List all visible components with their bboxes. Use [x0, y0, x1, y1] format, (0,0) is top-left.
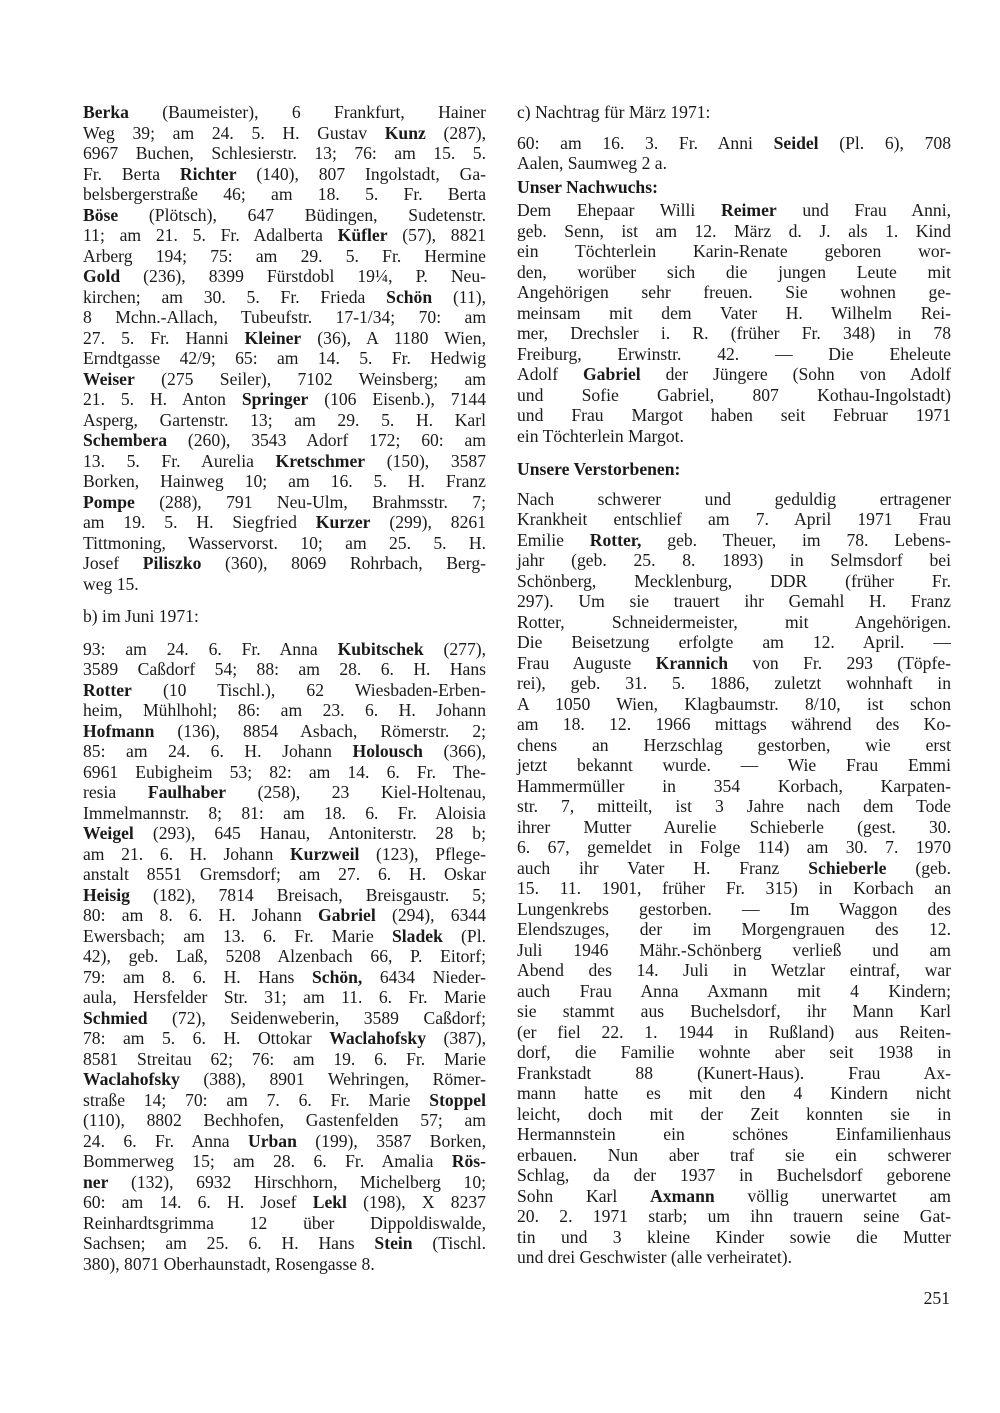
text-segment: (Plötsch), 647 Büdingen, Sudetenstr.: [118, 204, 486, 225]
text-line: [83, 639, 486, 660]
text-segment: 6434 Nieder-: [362, 966, 486, 987]
text-segment: (10 Tischl.), 62 Wiesbaden-Erben-: [131, 679, 486, 700]
text-segment: Die Beisetzung erfolgte am 12. April. —: [517, 632, 951, 652]
text-segment: Tittmoning, Wasservorst. 10; am 25. 5. H.: [83, 532, 486, 553]
text-segment: weg 15.: [83, 573, 139, 594]
text-line: [83, 1028, 486, 1049]
text-line: [517, 323, 951, 344]
text-segment: Juli 1946 Mähr.-Schönberg verließ und am: [517, 939, 951, 960]
page-number: 251: [923, 1288, 950, 1308]
text-line: [83, 512, 486, 533]
text-segment: und drei Geschwister (alle verheiratet).: [517, 1247, 793, 1267]
text-segment: 6. 67, gemeldet in Folge 114) am 30. 7. 1970: [517, 837, 951, 857]
text-line: [83, 885, 486, 906]
text-line: [83, 1069, 486, 1090]
text-line: [517, 571, 951, 592]
text-segment: der Jüngere (Sohn von Adolf: [640, 364, 951, 384]
bold-surname: Waclahofsky: [329, 1028, 426, 1048]
text-line: [517, 344, 951, 365]
text-line: [83, 246, 486, 267]
text-line: [517, 960, 951, 981]
section-heading-march-addendum: c) Nachtrag für März 1971:: [517, 102, 711, 122]
text-segment: leicht, doch mit der Zeit konnten sie in: [517, 1103, 951, 1124]
text-segment: (36), A 1180 Wien,: [301, 327, 486, 348]
text-segment: geb. Senn, ist am 12. März d. J. als 1. Kind: [517, 220, 951, 241]
text-line: [517, 200, 951, 221]
bold-surname: Seidel: [773, 132, 819, 153]
june-birthdays-paragraph: [83, 639, 486, 1275]
text-segment: mann hatte es mit den 4 Kindern nicht: [517, 1083, 951, 1103]
text-line: [83, 533, 486, 554]
text-line: [83, 1008, 486, 1029]
bold-surname: Rotter: [83, 679, 132, 700]
text-line: [83, 1131, 486, 1152]
text-line: [83, 864, 486, 885]
march-addendum-paragraph: [517, 133, 951, 174]
text-segment: 8581 Streitau 62; 76: am 19. 6. Fr. Marie: [83, 1048, 486, 1069]
text-segment: (106 Eisenb.), 7144: [308, 389, 486, 409]
text-segment: (275 Seiler), 7102 Weinsberg; am: [134, 368, 486, 389]
text-line: [83, 307, 486, 328]
bold-surname: Faulhaber: [147, 782, 227, 802]
text-line: [517, 1104, 951, 1125]
section-heading-deaths: Unsere Verstorbenen:: [517, 459, 681, 479]
text-segment: Immelmannstr. 8; 81: am 18. 6. Fr. Aloisia: [83, 802, 486, 823]
text-segment: am 21. 6. H. Johann: [83, 843, 290, 864]
text-line: [517, 1063, 951, 1084]
text-segment: Borken, Hainweg 10; am 16. 5. H. Franz: [83, 471, 486, 491]
deaths-paragraph: [517, 489, 951, 1268]
text-line: [517, 694, 951, 715]
right-column: [517, 102, 951, 1268]
text-segment: (288), 791 Neu-Ulm, Brahmsstr. 7;: [134, 491, 486, 512]
text-line: [83, 782, 486, 803]
bold-surname: Kurzer: [315, 512, 371, 532]
text-line: [83, 492, 486, 513]
text-segment: Ewersbach; am 13. 6. Fr. Marie: [83, 925, 392, 946]
text-line: [517, 385, 951, 406]
text-segment: chens an Herzschlag gestorben, wie erst: [517, 734, 951, 755]
text-segment: von Fr. 293 (Töpfe-: [727, 652, 951, 673]
text-segment: Dem Ehepaar Willi: [517, 200, 722, 220]
text-line: [517, 133, 951, 154]
text-line: [517, 878, 951, 899]
bold-surname: Krannich: [655, 652, 728, 673]
bold-surname: Kleiner: [244, 327, 302, 348]
text-line: [83, 1254, 486, 1275]
text-line: [517, 837, 951, 858]
text-segment: (Pl. 6), 708: [818, 132, 952, 153]
text-segment: (57), 8821: [387, 225, 486, 245]
bold-surname: Kunz: [384, 122, 426, 143]
text-line: [83, 348, 486, 369]
bold-surname: Küfler: [337, 225, 388, 245]
text-segment: auch ihr Vater H. Franz: [517, 857, 809, 878]
text-line: [83, 803, 486, 824]
text-line: [83, 164, 486, 185]
text-segment: belsbergerstraße 46; am 18. 5. Fr. Berta: [83, 184, 486, 204]
text-line: [83, 741, 486, 762]
text-segment: (236), 8399 Fürstdobl 19¼, P. Neu-: [120, 266, 486, 286]
text-line: [517, 1227, 951, 1248]
text-line: [83, 430, 486, 451]
text-segment: 8 Mchn.-Allach, Tubeufstr. 17-1/34; 70: am: [83, 307, 486, 327]
text-segment: jahr (geb. 25. 8. 1893) in Selmsdorf bei: [517, 550, 951, 570]
text-segment: Josef: [83, 553, 143, 573]
text-line: [83, 369, 486, 390]
bold-surname: Stein: [374, 1233, 413, 1253]
text-segment: Hermannstein ein schönes Einfamilienhaus: [517, 1124, 951, 1144]
text-segment: (geb.: [886, 857, 952, 878]
text-line: [83, 1233, 486, 1254]
text-line: [83, 946, 486, 967]
text-segment: 80: am 8. 6. H. Johann: [83, 905, 319, 925]
text-segment: rei), geb. 31. 5. 1886, zuletzt wohnhaft in: [517, 673, 951, 693]
text-segment: ihrer Mutter Aurelie Schieberle (gest. 30.: [517, 816, 951, 837]
text-segment: Krankheit entschlief am 7. April 1971 Frau: [517, 509, 951, 529]
text-segment: (258), 23 Kiel-Holtenau,: [226, 782, 486, 802]
text-segment: (140), 807 Ingolstadt, Ga-: [236, 163, 486, 184]
text-line: [83, 1110, 486, 1131]
text-segment: 21. 5. H. Anton: [83, 389, 242, 409]
text-line: [517, 1145, 951, 1166]
text-segment: meinsam mit dem Vater H. Wilhelm Rei-: [517, 302, 951, 323]
bold-surname: Richter: [179, 163, 237, 184]
text-line: [83, 205, 486, 226]
text-segment: kirchen; am 30. 5. Fr. Frieda: [83, 286, 387, 307]
text-line: [517, 1001, 951, 1022]
bold-surname: Rös-: [451, 1151, 486, 1171]
text-line: [83, 1172, 486, 1193]
bold-surname: Rotter,: [589, 529, 642, 550]
text-line: [83, 967, 486, 988]
text-segment: Freiburg, Erwinstr. 42. — Die Eheleute: [517, 343, 951, 364]
text-line: [83, 762, 486, 783]
text-segment: resia: [83, 782, 148, 802]
text-line: [83, 102, 486, 123]
text-segment: Angehörigen sehr freuen. Sie wohnen ge-: [517, 282, 951, 302]
bold-surname: Gabriel: [582, 364, 641, 384]
text-line: [517, 241, 951, 262]
text-segment: Frankstadt 88 (Kunert-Haus). Frau Ax-: [517, 1062, 951, 1083]
section-heading-june: b) im Juni 1971:: [83, 606, 199, 626]
text-line: [517, 755, 951, 776]
text-segment: 20. 2. 1971 starb; um ihn trauern seine Gat-: [517, 1206, 951, 1226]
text-line: [517, 940, 951, 961]
text-line: [83, 659, 486, 680]
text-segment: Arberg 194; 75: am 29. 5. Fr. Hermine: [83, 245, 486, 266]
text-line: [83, 1151, 486, 1172]
bold-surname: Gabriel: [318, 905, 376, 925]
text-line: [83, 987, 486, 1008]
text-line: [517, 673, 951, 694]
text-segment: (72), Seidenweberin, 3589 Caßdorf;: [147, 1007, 486, 1028]
text-line: [83, 553, 486, 574]
births-paragraph: [517, 200, 951, 446]
text-segment: auch Frau Anna Axmann mit 4 Kindern;: [517, 980, 951, 1001]
text-line: [83, 123, 486, 144]
text-line: [83, 574, 486, 595]
bold-surname: ner: [83, 1171, 109, 1192]
text-line: [517, 1124, 951, 1145]
bold-surname: Kurzweil: [289, 843, 360, 864]
text-line: [517, 364, 951, 385]
bold-surname: Piliszko: [142, 553, 202, 573]
text-line: [83, 471, 486, 492]
text-line: [517, 1186, 951, 1207]
text-line: [517, 153, 951, 174]
bold-surname: Schön,: [311, 966, 363, 987]
text-segment: (11),: [432, 286, 486, 307]
text-line: [83, 389, 486, 410]
text-line: [83, 721, 486, 742]
text-line: [517, 612, 951, 633]
text-line: [83, 905, 486, 926]
text-segment: mer, Drechsler i. R. (früher Fr. 348) in 78: [517, 323, 951, 343]
text-line: [517, 858, 951, 879]
text-segment: (198), X 8237: [346, 1192, 486, 1212]
text-line: [83, 844, 486, 865]
text-line: [517, 714, 951, 735]
text-segment: 60: am 16. 3. Fr. Anni: [517, 132, 774, 153]
text-segment: 380), 8071 Oberhaunstadt, Rosengasse 8.: [83, 1253, 375, 1274]
text-line: [83, 700, 486, 721]
text-segment: Abend des 14. Juli in Wetzlar eintraf, war: [517, 960, 951, 980]
bold-surname: Waclahofsky: [83, 1069, 180, 1089]
bold-surname: Holousch: [352, 741, 423, 761]
text-segment: Sohn Karl: [517, 1185, 651, 1206]
text-segment: (123), Pflege-: [359, 843, 487, 864]
text-segment: (293), 645 Hanau, Antoniterstr. 28 b;: [133, 823, 486, 843]
text-segment: (182), 7814 Breisach, Breisgaustr. 5;: [129, 884, 486, 905]
text-segment: Erndtgasse 42/9; 65: am 14. 5. Fr. Hedwig: [83, 348, 486, 368]
text-segment: Rotter, Schneidermeister, mit Angehörigen.: [517, 611, 951, 632]
text-segment: (136), 8854 Asbach, Römerstr. 2;: [154, 720, 486, 741]
text-segment: den, worüber sich die jungen Leute mit: [517, 261, 951, 282]
text-segment: str. 7, mitteilt, ist 3 Jahre nach dem Tode: [517, 796, 951, 816]
text-segment: (150), 3587: [365, 450, 487, 471]
text-segment: 85: am 24. 6. H. Johann: [83, 741, 353, 761]
bold-surname: Stoppel: [429, 1089, 486, 1110]
text-segment: (287),: [425, 122, 487, 143]
bold-surname: Axmann: [650, 1185, 715, 1206]
text-segment: 15. 11. 1901, früher Fr. 315) in Korbach an: [517, 878, 951, 898]
bold-surname: Reimer: [721, 200, 777, 220]
text-segment: aula, Hersfelder Str. 31; am 11. 6. Fr. Marie: [83, 987, 486, 1007]
text-segment: 93: am 24. 6. Fr. Anna: [83, 638, 338, 659]
bold-surname: Pompe: [83, 491, 135, 512]
text-segment: Weg 39; am 24. 5. H. Gustav: [83, 122, 385, 143]
text-segment: 42), geb. Laß, 5208 Alzenbach 66, P. Eitorf;: [83, 946, 486, 966]
text-line: [83, 1192, 486, 1213]
text-segment: erbauen. Nun aber traf sie ein schwerer: [517, 1144, 951, 1165]
text-segment: 297). Um sie trauert ihr Gemahl H. Franz: [517, 591, 951, 611]
text-segment: 24. 6. Fr. Anna: [83, 1130, 248, 1151]
bold-surname: Schembera: [83, 430, 168, 450]
bold-surname: Hofmann: [83, 720, 155, 741]
bold-surname: Weigel: [83, 823, 134, 843]
text-line: [517, 1022, 951, 1043]
text-line: [83, 926, 486, 947]
text-segment: (360), 8069 Rohrbach, Berg-: [201, 553, 486, 573]
left-column: [83, 102, 486, 1274]
text-segment: (132), 6932 Hirschhorn, Michelberg 10;: [108, 1171, 486, 1192]
text-segment: (Baumeister), 6 Frankfurt, Hainer: [128, 102, 486, 122]
text-line: [517, 919, 951, 940]
text-segment: Asperg, Gartenstr. 13; am 29. 5. H. Karl: [83, 409, 486, 430]
text-segment: dorf, die Familie wohnte aber seit 1938 in: [517, 1042, 951, 1062]
text-segment: jetzt bekannt wurde. — Wie Frau Emmi: [517, 755, 951, 775]
text-line: [517, 1042, 951, 1063]
bold-surname: Böse: [83, 204, 119, 225]
bold-surname: Heisig: [83, 884, 130, 905]
text-segment: Frau Auguste: [517, 652, 656, 673]
text-segment: 13. 5. Fr. Aurelia: [83, 450, 276, 471]
text-segment: (110), 8802 Bechhofen, Gastenfelden 57; am: [83, 1110, 486, 1130]
text-segment: ein Töchterlein Margot.: [517, 425, 684, 446]
text-segment: am 18. 12. 1966 mittags während des Ko-: [517, 714, 951, 734]
text-line: [517, 1165, 951, 1186]
text-segment: (387),: [426, 1028, 487, 1048]
text-segment: A 1050 Wien, Klagbaumstr. 8/10, ist schon: [517, 693, 951, 714]
text-segment: Adolf: [517, 364, 583, 384]
text-segment: 27. 5. Fr. Hanni: [83, 327, 245, 348]
bold-surname: Sladek: [392, 925, 443, 946]
text-line: [83, 266, 486, 287]
text-segment: geb. Theuer, im 78. Lebens-: [641, 529, 951, 550]
text-line: [83, 1049, 486, 1070]
text-segment: 78: am 5. 6. H. Ottokar: [83, 1028, 330, 1048]
text-segment: (299), 8261: [370, 512, 486, 532]
text-segment: (Tischl.: [412, 1233, 486, 1253]
text-line: [83, 680, 486, 701]
text-line: [83, 287, 486, 308]
text-line: [83, 225, 486, 246]
text-line: [517, 632, 951, 653]
text-segment: 79: am 8. 6. H. Hans: [83, 966, 312, 987]
text-segment: und Sofie Gabriel, 807 Kothau-Ingolstadt): [517, 384, 951, 405]
bold-surname: Kretschmer: [275, 450, 366, 471]
text-segment: Reinhardtsgrimma 12 über Dippoldiswalde,: [83, 1212, 486, 1233]
text-segment: 6967 Buchen, Schlesierstr. 13; 76: am 15. 5.: [83, 143, 486, 163]
text-segment: Lungenkrebs gestorben. — Im Waggon des: [517, 898, 951, 919]
text-segment: (277),: [423, 638, 486, 659]
text-segment: und Frau Anni,: [776, 200, 951, 220]
text-segment: tin und 3 kleine Kinder sowie die Mutter: [517, 1226, 951, 1247]
text-line: [517, 303, 951, 324]
text-line: [517, 591, 951, 612]
text-line: [517, 899, 951, 920]
text-segment: und Frau Margot haben seit Februar 1971: [517, 405, 951, 425]
text-segment: Bommerweg 15; am 28. 6. Fr. Amalia: [83, 1151, 452, 1171]
bold-surname: Lekl: [312, 1192, 347, 1212]
text-line: [517, 550, 951, 571]
text-segment: 6961 Eubigheim 53; 82: am 14. 6. Fr. The-: [83, 761, 486, 782]
text-line: [83, 451, 486, 472]
text-segment: (199), 3587 Borken,: [296, 1130, 486, 1151]
text-line: [517, 489, 951, 510]
text-segment: Fr. Berta: [83, 163, 180, 184]
text-line: [517, 1083, 951, 1104]
bold-surname: Schön: [386, 286, 433, 307]
text-segment: Schönberg, Mecklenburg, DDR (früher Fr.: [517, 570, 951, 591]
text-line: [83, 410, 486, 431]
text-line: [517, 1247, 951, 1268]
bold-surname: Urban: [248, 1130, 297, 1151]
text-segment: völlig unerwartet am: [714, 1185, 951, 1206]
text-line: [517, 735, 951, 756]
text-segment: (260), 3543 Adorf 172; 60: am: [167, 430, 486, 450]
text-segment: 11; am 21. 5. Fr. Adalberta: [83, 225, 338, 245]
text-segment: heim, Mühlhohl; 86: am 23. 6. H. Johann: [83, 700, 486, 720]
text-segment: anstalt 8551 Gremsdorf; am 27. 6. H. Oskar: [83, 864, 486, 884]
text-line: [517, 981, 951, 1002]
text-segment: (366),: [422, 741, 486, 761]
text-line: [517, 426, 951, 447]
text-segment: Hammermüller in 354 Korbach, Karpaten-: [517, 775, 951, 796]
text-line: [517, 282, 951, 303]
text-line: [517, 776, 951, 797]
text-line: [517, 530, 951, 551]
bold-surname: Gold: [83, 266, 121, 286]
bold-surname: Berka: [83, 102, 129, 122]
text-line: [517, 796, 951, 817]
text-segment: ein Töchterlein Karin-Renate geboren wor-: [517, 241, 951, 261]
text-segment: (388), 8901 Wehringen, Römer-: [179, 1069, 486, 1089]
text-line: [517, 509, 951, 530]
text-segment: (Pl.: [442, 925, 486, 946]
text-segment: straße 14; 70: am 7. 6. Fr. Marie: [83, 1089, 430, 1110]
bold-surname: Weiser: [83, 368, 135, 389]
text-segment: sie stammt aus Buchelsdorf, ihr Mann Karl: [517, 1001, 951, 1021]
text-line: [83, 143, 486, 164]
text-segment: Sachsen; am 25. 6. H. Hans: [83, 1233, 375, 1253]
text-segment: 3589 Caßdorf 54; 88: am 28. 6. H. Hans: [83, 659, 486, 679]
text-line: [517, 262, 951, 283]
text-line: [517, 653, 951, 674]
text-line: [83, 823, 486, 844]
text-segment: am 19. 5. H. Siegfried: [83, 512, 316, 532]
text-line: [83, 1213, 486, 1234]
text-segment: Elendszuges, der im Morgengrauen des 12.: [517, 919, 951, 939]
text-line: [517, 817, 951, 838]
text-line: [83, 328, 486, 349]
section-heading-births: Unser Nachwuchs:: [517, 176, 658, 197]
bold-surname: Schmied: [83, 1007, 148, 1028]
text-segment: Schlag, da der 1937 in Buchelsdorf geborene: [517, 1165, 951, 1185]
text-segment: Aalen, Saumweg 2 a.: [517, 153, 667, 173]
text-line: [83, 1090, 486, 1111]
may-birthdays-paragraph: [83, 102, 486, 594]
text-segment: 60: am 14. 6. H. Josef: [83, 1192, 313, 1212]
text-segment: (er fiel 22. 1. 1944 in Rußland) aus Reiten-: [517, 1021, 951, 1042]
text-line: [517, 405, 951, 426]
bold-surname: Kubitschek: [337, 638, 424, 659]
text-line: [517, 1206, 951, 1227]
bold-surname: Schieberle: [808, 857, 887, 878]
text-segment: Nach schwerer und geduldig ertragener: [517, 488, 951, 509]
bold-surname: Springer: [241, 389, 309, 409]
text-line: [517, 221, 951, 242]
text-segment: Emilie: [517, 529, 590, 550]
text-line: [83, 184, 486, 205]
text-segment: (294), 6344: [375, 905, 486, 925]
